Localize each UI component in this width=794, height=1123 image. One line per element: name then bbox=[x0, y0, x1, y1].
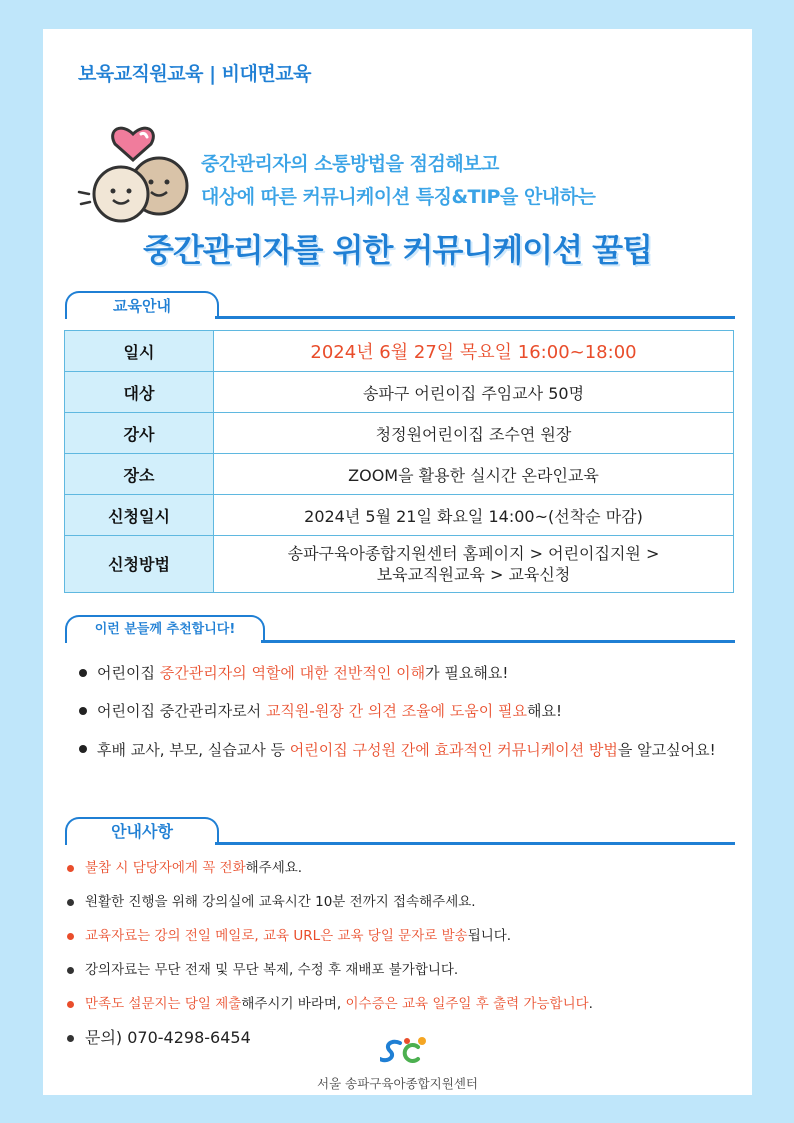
apply-method-line-1: 송파구육아종합지원센터 홈페이지 > 어린이집지원 > bbox=[287, 544, 660, 563]
recommend-list bbox=[77, 657, 737, 773]
list-item bbox=[65, 953, 735, 987]
item-text: 원활한 진행을 위해 강의실에 교육시간 10분 전까지 접속해주세요. bbox=[85, 894, 476, 910]
table-row bbox=[65, 454, 734, 495]
section-header-education-info bbox=[65, 291, 735, 321]
table-label-date: 일시 bbox=[65, 331, 214, 372]
logo-dot-icon bbox=[418, 1037, 426, 1045]
list-item bbox=[65, 919, 735, 953]
table-label-location: 장소 bbox=[65, 454, 214, 495]
section-header-notice bbox=[65, 817, 735, 847]
section-header-recommend bbox=[65, 615, 735, 645]
center-logo bbox=[380, 1035, 430, 1069]
item-text: 어린이집 bbox=[97, 664, 160, 682]
table-label-lecturer: 강사 bbox=[65, 413, 214, 454]
section-divider bbox=[261, 640, 735, 643]
section-tab-label: 이런 분들께 추천합니다! bbox=[65, 615, 265, 643]
item-text: 해요! bbox=[527, 702, 563, 720]
section-divider bbox=[215, 316, 735, 319]
list-item bbox=[65, 987, 735, 1021]
subtitle-line-2: 대상에 따른 커뮤니케이션 특징&TIP을 안내하는 bbox=[201, 186, 596, 208]
item-text: 가 필요해요! bbox=[425, 664, 509, 682]
logo-c-icon bbox=[405, 1045, 418, 1061]
list-item bbox=[77, 733, 737, 767]
table-label-apply-date: 신청일시 bbox=[65, 495, 214, 536]
section-tab-label: 안내사항 bbox=[65, 817, 219, 845]
organization-name: 서울 송파구육아종합지원센터 bbox=[317, 1076, 478, 1091]
table-value-lecturer: 청정원어린이집 조수연 원장 bbox=[214, 413, 734, 454]
item-highlight: 어린이집 구성원 간에 효과적인 커뮤니케이션 방법 bbox=[289, 741, 618, 759]
table-row bbox=[65, 536, 734, 593]
item-highlight: 불참 시 담당자에게 꼭 전화 bbox=[85, 860, 246, 876]
list-item bbox=[65, 851, 735, 885]
list-item bbox=[65, 885, 735, 919]
main-title: 중간관리자를 위한 커뮤니케이션 꿀팁 bbox=[142, 231, 652, 269]
list-item bbox=[77, 657, 737, 689]
apply-method-line-2: 보육교직원교육 > 교육신청 bbox=[376, 565, 571, 584]
table-value-location: ZOOM을 활용한 실시간 온라인교육 bbox=[214, 454, 734, 495]
table-label-apply-method: 신청방법 bbox=[65, 536, 214, 593]
smiling-face-left-icon bbox=[94, 167, 148, 221]
item-highlight: 교직원-원장 간 의견 조율에 도움이 필요 bbox=[265, 702, 528, 720]
table-value-target: 송파구 어린이집 주임교사 50명 bbox=[214, 372, 734, 413]
item-text: 어린이집 중간관리자로서 bbox=[97, 702, 266, 720]
item-text: 강의자료는 무단 전재 및 무단 복제, 수정 후 재배포 불가합니다. bbox=[85, 962, 459, 978]
logo-s-icon bbox=[380, 1042, 400, 1060]
item-highlight: 만족도 설문지는 당일 제출 bbox=[85, 996, 242, 1012]
item-text: 해주시기 바라며, bbox=[241, 996, 346, 1012]
item-text: 됩니다. bbox=[467, 928, 512, 944]
table-value-apply-method bbox=[214, 536, 734, 593]
table-value-date: 2024년 6월 27일 목요일 16:00~18:00 bbox=[214, 331, 734, 372]
subtitle-line-1: 중간관리자의 소통방법을 점검해보고 bbox=[201, 153, 499, 175]
notice-list bbox=[65, 851, 735, 1055]
couple-heart-illustration bbox=[71, 94, 201, 224]
section-divider bbox=[215, 842, 735, 845]
item-text: 후배 교사, 부모, 실습교사 등 bbox=[97, 741, 290, 759]
item-text: 해주세요. bbox=[245, 860, 303, 876]
contact-phone: 문의) 070-4298-6454 bbox=[85, 1028, 251, 1047]
table-label-target: 대상 bbox=[65, 372, 214, 413]
education-info-table bbox=[64, 330, 734, 593]
item-highlight: 중간관리자의 역할에 대한 전반적인 이해 bbox=[159, 664, 426, 682]
table-row bbox=[65, 413, 734, 454]
table-row bbox=[65, 495, 734, 536]
table-row bbox=[65, 372, 734, 413]
flyer-sheet bbox=[43, 29, 752, 1095]
heart-icon bbox=[113, 128, 154, 160]
category-label: 보육교직원교육 | 비대면교육 bbox=[78, 63, 311, 85]
list-item bbox=[77, 695, 737, 727]
table-row bbox=[65, 331, 734, 372]
item-text: 을 알고싶어요! bbox=[617, 741, 716, 759]
table-value-apply-date: 2024년 5월 21일 화요일 14:00~(선착순 마감) bbox=[214, 495, 734, 536]
item-highlight: 교육자료는 강의 전일 메일로, 교육 URL은 교육 당일 문자로 발송 bbox=[85, 928, 468, 944]
section-tab-label: 교육안내 bbox=[65, 291, 219, 319]
item-highlight: 이수증은 교육 일주일 후 출력 가능합니다 bbox=[345, 996, 589, 1012]
item-text: . bbox=[588, 996, 593, 1012]
sparkle-lines-icon bbox=[79, 192, 90, 204]
